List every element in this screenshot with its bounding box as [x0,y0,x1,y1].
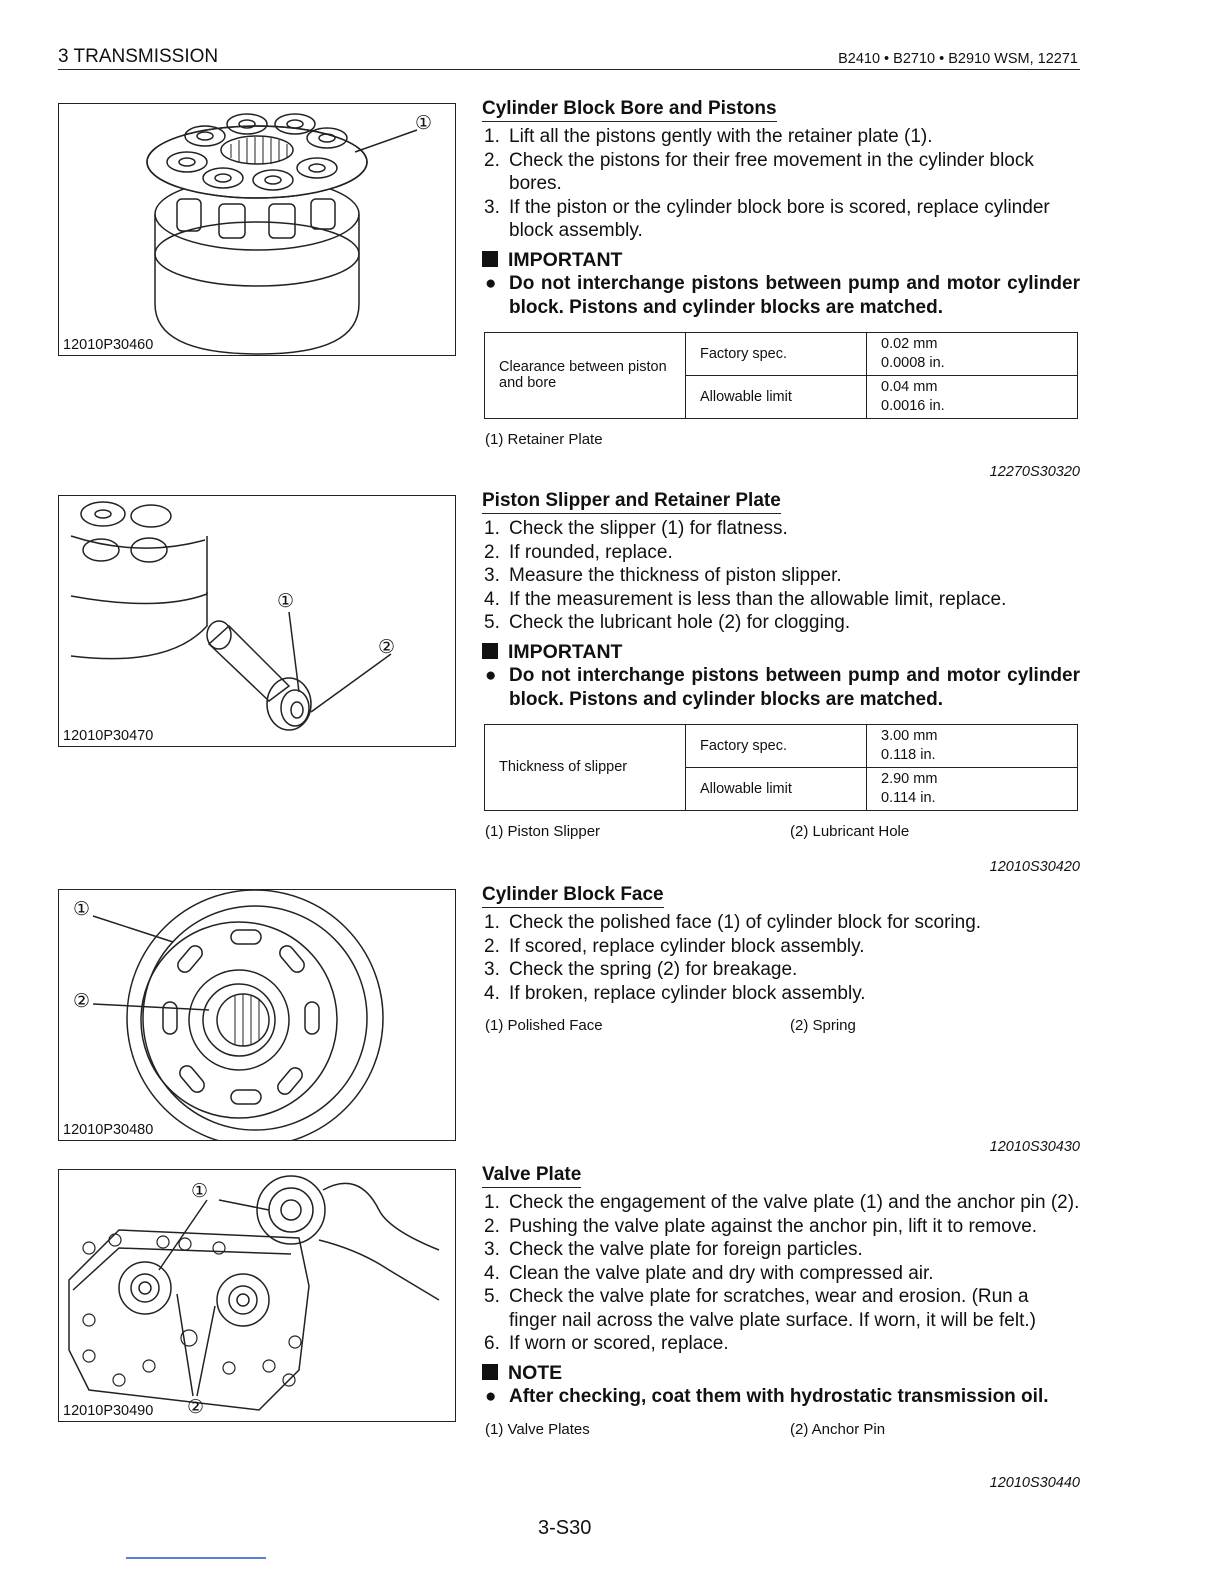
figure-piston-slipper [58,495,456,747]
step-item: 3. Check the spring (2) for breakage. [484,959,798,980]
scan-artifact-bar [126,1557,266,1559]
spec-table [484,332,1078,419]
spec-item: Clearance between piston and bore [485,332,686,418]
figure-legend [485,431,1080,451]
figure-code: 12010P30460 [63,337,154,353]
important-bullet: ● Do not interchange pistons between pump and motor cylinder block. Pistons and cylinder blocks are matched. [485,272,1080,318]
note-heading: NOTE [482,1361,1080,1385]
step-list [482,1191,1080,1356]
legend-item: (2) Anchor Pin [790,1420,886,1438]
square-bullet-icon [482,1364,498,1380]
callout-1: ① [277,591,295,612]
step-item: 2. If rounded, replace. [484,541,673,563]
cylinder-face-illustration [59,890,455,1140]
figure-legend [485,1421,1080,1441]
figure-code: 12010P30480 [63,1122,154,1138]
step-list [482,125,1080,243]
step-item: 5. Check the lubricant hole (2) for clogging. [484,612,851,633]
figure-cylinder-block-face [58,889,456,1141]
note-bullet: ● After checking, coat them with hydrostatic transmission oil. [485,1385,1049,1407]
spec-limit-value: 2.90 mm 0.114 in. [867,767,1078,810]
header-rule [58,69,1080,70]
callout-1: ① [415,113,433,134]
step-list [482,911,1080,1005]
step-item: 5. Check the valve plate for scratches, wear and erosion. (Run a finger nail across the valve plate surface. If worn, it will be felt.) [484,1286,1036,1331]
square-bullet-icon [482,251,498,267]
valve-plate-illustration [59,1170,455,1421]
reference-code: 12010S30430 [989,1139,1080,1155]
legend-item: (1) Polished Face [485,1017,603,1034]
step-item: 3. Check the valve plate for foreign particles. [484,1239,863,1260]
figure-code: 12010P30490 [63,1403,154,1419]
callout-2: ② [378,637,396,658]
important-heading: IMPORTANT [482,248,1080,272]
step-item: 1. Check the slipper (1) for flatness. [484,518,788,539]
step-item: 4. Clean the valve plate and dry with compressed air. [484,1262,934,1284]
step-item: 3. Measure the thickness of piston slipper. [484,565,842,586]
spec-limit-label: Allowable limit [686,375,867,418]
figure-valve-plate [58,1169,456,1422]
square-bullet-icon [482,643,498,659]
section-title: Valve Plate [482,1164,581,1188]
bullet-dot-icon: ● [485,1385,497,1407]
legend-item: (1) Piston Slipper [485,822,601,840]
bullet-dot-icon: ● [485,664,497,686]
step-item: 6. If worn or scored, replace. [484,1333,729,1354]
step-item: 2. Pushing the valve plate against the anchor pin, lift it to remove. [484,1215,1038,1237]
callout-2: ② [187,1397,205,1418]
section-title: Cylinder Block Bore and Pistons [482,98,777,122]
manual-model-header: B2410 • B2710 • B2910 WSM, 12271 [838,51,1078,67]
spec-item: Thickness of slipper [485,724,686,810]
step-item: 2. Check the pistons for their free movement in the cylinder block bores. [484,149,1034,194]
callout-2: ② [73,991,91,1012]
spec-table [484,724,1078,811]
callout-1: ① [73,899,91,920]
spec-factory-value: 3.00 mm 0.118 in. [867,724,1078,767]
spec-factory-value: 0.02 mm 0.0008 in. [867,332,1078,375]
figure-cylinder-block-bore [58,103,456,356]
legend-item: (1) Retainer Plate [485,430,603,448]
figure-legend [485,823,1080,843]
important-bullet: ● Do not interchange pistons between pump and motor cylinder block. Pistons and cylinder blocks are matched. [485,664,1080,710]
section-piston-slipper [482,490,1080,843]
bullet-dot-icon: ● [485,272,497,294]
important-heading: IMPORTANT [482,640,1080,664]
figure-legend [485,1017,1080,1037]
step-item: 1. Check the engagement of the valve plate (1) and the anchor pin (2). [484,1192,1080,1213]
legend-item: (1) Valve Plates [485,1420,590,1438]
section-valve-plate [482,1164,1080,1441]
reference-code: 12270S30320 [989,464,1080,480]
section-header: 3 TRANSMISSION [58,46,219,67]
step-item: 3. If the piston or the cylinder block bore is scored, replace cylinder block assembly. [484,196,1050,241]
step-item: 4. If the measurement is less than the allowable limit, replace. [484,588,1007,610]
figure-code: 12010P30470 [63,728,154,744]
page-number: 3-S30 [538,1517,592,1539]
step-list [482,517,1080,635]
legend-item: (2) Spring [790,1017,856,1034]
section-title: Piston Slipper and Retainer Plate [482,490,781,514]
spec-limit-value: 0.04 mm 0.0016 in. [867,375,1078,418]
section-title: Cylinder Block Face [482,884,664,908]
section-cylinder-block-bore [482,98,1080,451]
step-item: 1. Lift all the pistons gently with the retainer plate (1). [484,126,933,147]
legend-item: (2) Lubricant Hole [790,822,910,840]
step-item: 4. If broken, replace cylinder block assembly. [484,982,866,1004]
cylinder-block-illustration [59,104,455,355]
section-cylinder-block-face [482,884,1080,1037]
reference-code: 12010S30440 [989,1475,1080,1491]
spec-factory-label: Factory spec. [686,332,867,375]
spec-limit-label: Allowable limit [686,767,867,810]
callout-1: ① [191,1181,209,1202]
step-item: 2. If scored, replace cylinder block assembly. [484,935,865,957]
spec-factory-label: Factory spec. [686,724,867,767]
reference-code: 12010S30420 [989,859,1080,875]
step-item: 1. Check the polished face (1) of cylinder block for scoring. [484,912,982,933]
piston-slipper-illustration [59,496,455,746]
